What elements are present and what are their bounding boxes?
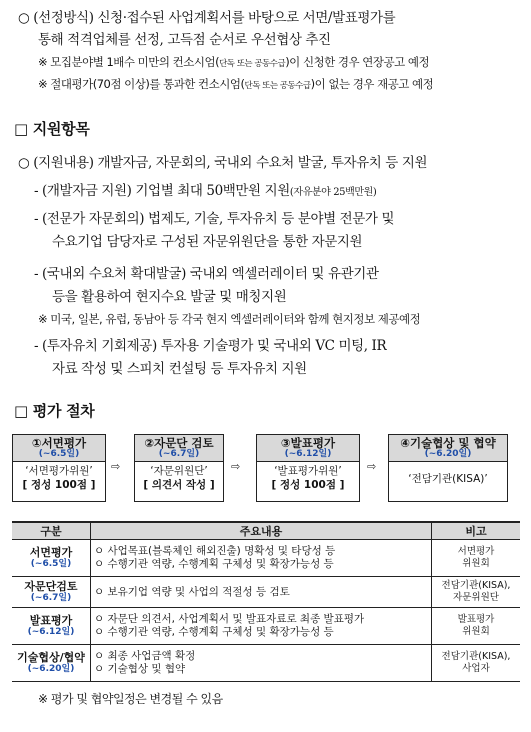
arrow-right-icon: ⇨ [111,460,121,473]
stage-name: 서면평가 [29,546,73,559]
process-step-title: ①서면평가 [31,436,87,450]
process-step-output: [ 의견서 작성 ] [143,479,215,491]
stage-note: 서면평가 [457,546,495,557]
stage-name: 자문단검토 [24,580,78,593]
process-step-date: (~6.12일) [284,449,332,459]
process-step-date: (~6.5일) [38,449,80,459]
support-item-fund: - (개발자금 지원) 기업별 최대 50백만원 지원(자유분야 25백만원) [34,183,377,199]
evaluation-table [12,521,520,682]
support-main: ○ (지원내용) 개발자금, 자문회의, 국내외 수요처 발굴, 투자유치 등 지원 [18,155,428,171]
process-step-3 [256,434,360,502]
schedule-change-note: ※ 평가 및 협약일정은 변경될 수 있음 [38,692,223,706]
process-step-owner: ‘자문위원단’ [150,465,208,477]
stage-item: ㅇ 기술협상 및 협약 [94,663,186,675]
table-row [12,645,520,682]
stage-item: ㅇ 수행기관 역량, 수행계획 구체성 및 확장가능성 등 [94,558,334,570]
support-item-demand-note: ※ 미국, 일본, 유럽, 동남아 등 각국 현지 엑셀러레이터와 함께 현지정보 제공예정 [38,312,421,326]
process-step-title: ②자문단 검토 [144,436,214,450]
support-item-investment-line1: - (투자유치 기회제공) 투자용 기술평가 및 국내외 VC 미팅, IR [34,338,387,354]
support-item-advisory-line2: 수요기업 담당자로 구성된 자문위원단을 통한 자문지원 [52,234,363,250]
process-step-date: (~6.20일) [424,449,472,459]
process-step-1 [12,434,106,502]
process-step-title: ③발표평가 [280,436,336,450]
stage-date: (~6.5일) [30,559,72,569]
stage-date: (~6.20일) [27,664,75,674]
process-step-owner: ‘전담기관(KISA)’ [408,473,488,485]
note-extension: ※ 모집분야별 1배수 미만의 컨소시엄(단독 또는 공동수급)이 신청한 경우 연장공고 예정 [38,55,430,69]
process-step-date: (~6.7일) [158,449,200,459]
stage-item: ㅇ 수행기관 역량, 수행계획 구체성 및 확장가능성 등 [94,626,334,638]
support-item-advisory-line1: - (전문가 자문회의) 법제도, 기술, 투자유치 등 분야별 전문가 및 [34,211,395,227]
table-row [12,608,520,645]
stage-note: 사업자 [462,663,490,674]
process-heading: □ 평가 절차 [14,402,95,420]
process-step-owner: ‘서면평가위원’ [25,465,93,477]
process-step-title: ④기술협상 및 협약 [400,436,496,450]
stage-note: 자문위원단 [453,592,499,603]
process-step-owner: ‘발표평가위원’ [274,465,342,477]
stage-item: ㅇ 사업목표(블록체인 해외진출) 명확성 및 타당성 등 [94,545,336,557]
arrow-right-icon: ⇨ [231,460,241,473]
table-header-row [12,522,520,540]
process-step-output: [ 정성 100점 ] [22,479,96,491]
column-header: 주요내용 [91,522,432,540]
process-step-output: [ 정성 100점 ] [271,479,345,491]
arrow-right-icon: ⇨ [367,460,377,473]
stage-note: 전담기관(KISA), [441,651,511,662]
support-item-demand-line1: - (국내외 수요처 확대발굴) 국내외 엑셀러레이터 및 유관기관 [34,266,379,282]
selection-method-line2: 통해 적격업체를 선정, 고득점 순서로 우선협상 추진 [38,32,331,48]
table-row [12,540,520,577]
support-heading: □ 지원항목 [14,120,90,138]
stage-item: ㅇ 자문단 의견서, 사업계획서 및 발표자료로 최종 발표평가 [94,613,365,625]
column-header: 비고 [432,522,521,540]
stage-item: ㅇ 최종 사업금액 확정 [94,650,196,662]
selection-method-line1: ○ (선정방식) 신청·접수된 사업계획서를 바탕으로 서면/발표평가를 [18,10,396,26]
stage-note: 위원회 [462,626,490,637]
stage-date: (~6.12일) [27,627,75,637]
stage-date: (~6.7일) [30,593,72,603]
process-step-2 [134,434,224,502]
table-row [12,577,520,608]
column-header: 구분 [12,522,91,540]
process-step-4 [388,434,508,502]
note-reannouncement: ※ 절대평가(70점 이상)를 통과한 컨소시엄(단독 또는 공동수급)이 없는 경우 재공고 예정 [38,77,434,91]
stage-note: 위원회 [462,558,490,569]
support-item-investment-line2: 자료 작성 및 스피치 컨설팅 등 투자유치 지원 [52,361,307,377]
stage-note: 발표평가 [457,614,495,625]
stage-item: ㅇ 보유기업 역량 및 사업의 적절성 등 검토 [94,585,290,598]
stage-note: 전담기관(KISA), [441,580,511,591]
stage-name: 발표평가 [29,614,73,627]
stage-name: 기술협상/협약 [17,651,85,664]
support-item-demand-line2: 등을 활용하여 현지수요 발굴 및 매칭지원 [52,289,287,305]
